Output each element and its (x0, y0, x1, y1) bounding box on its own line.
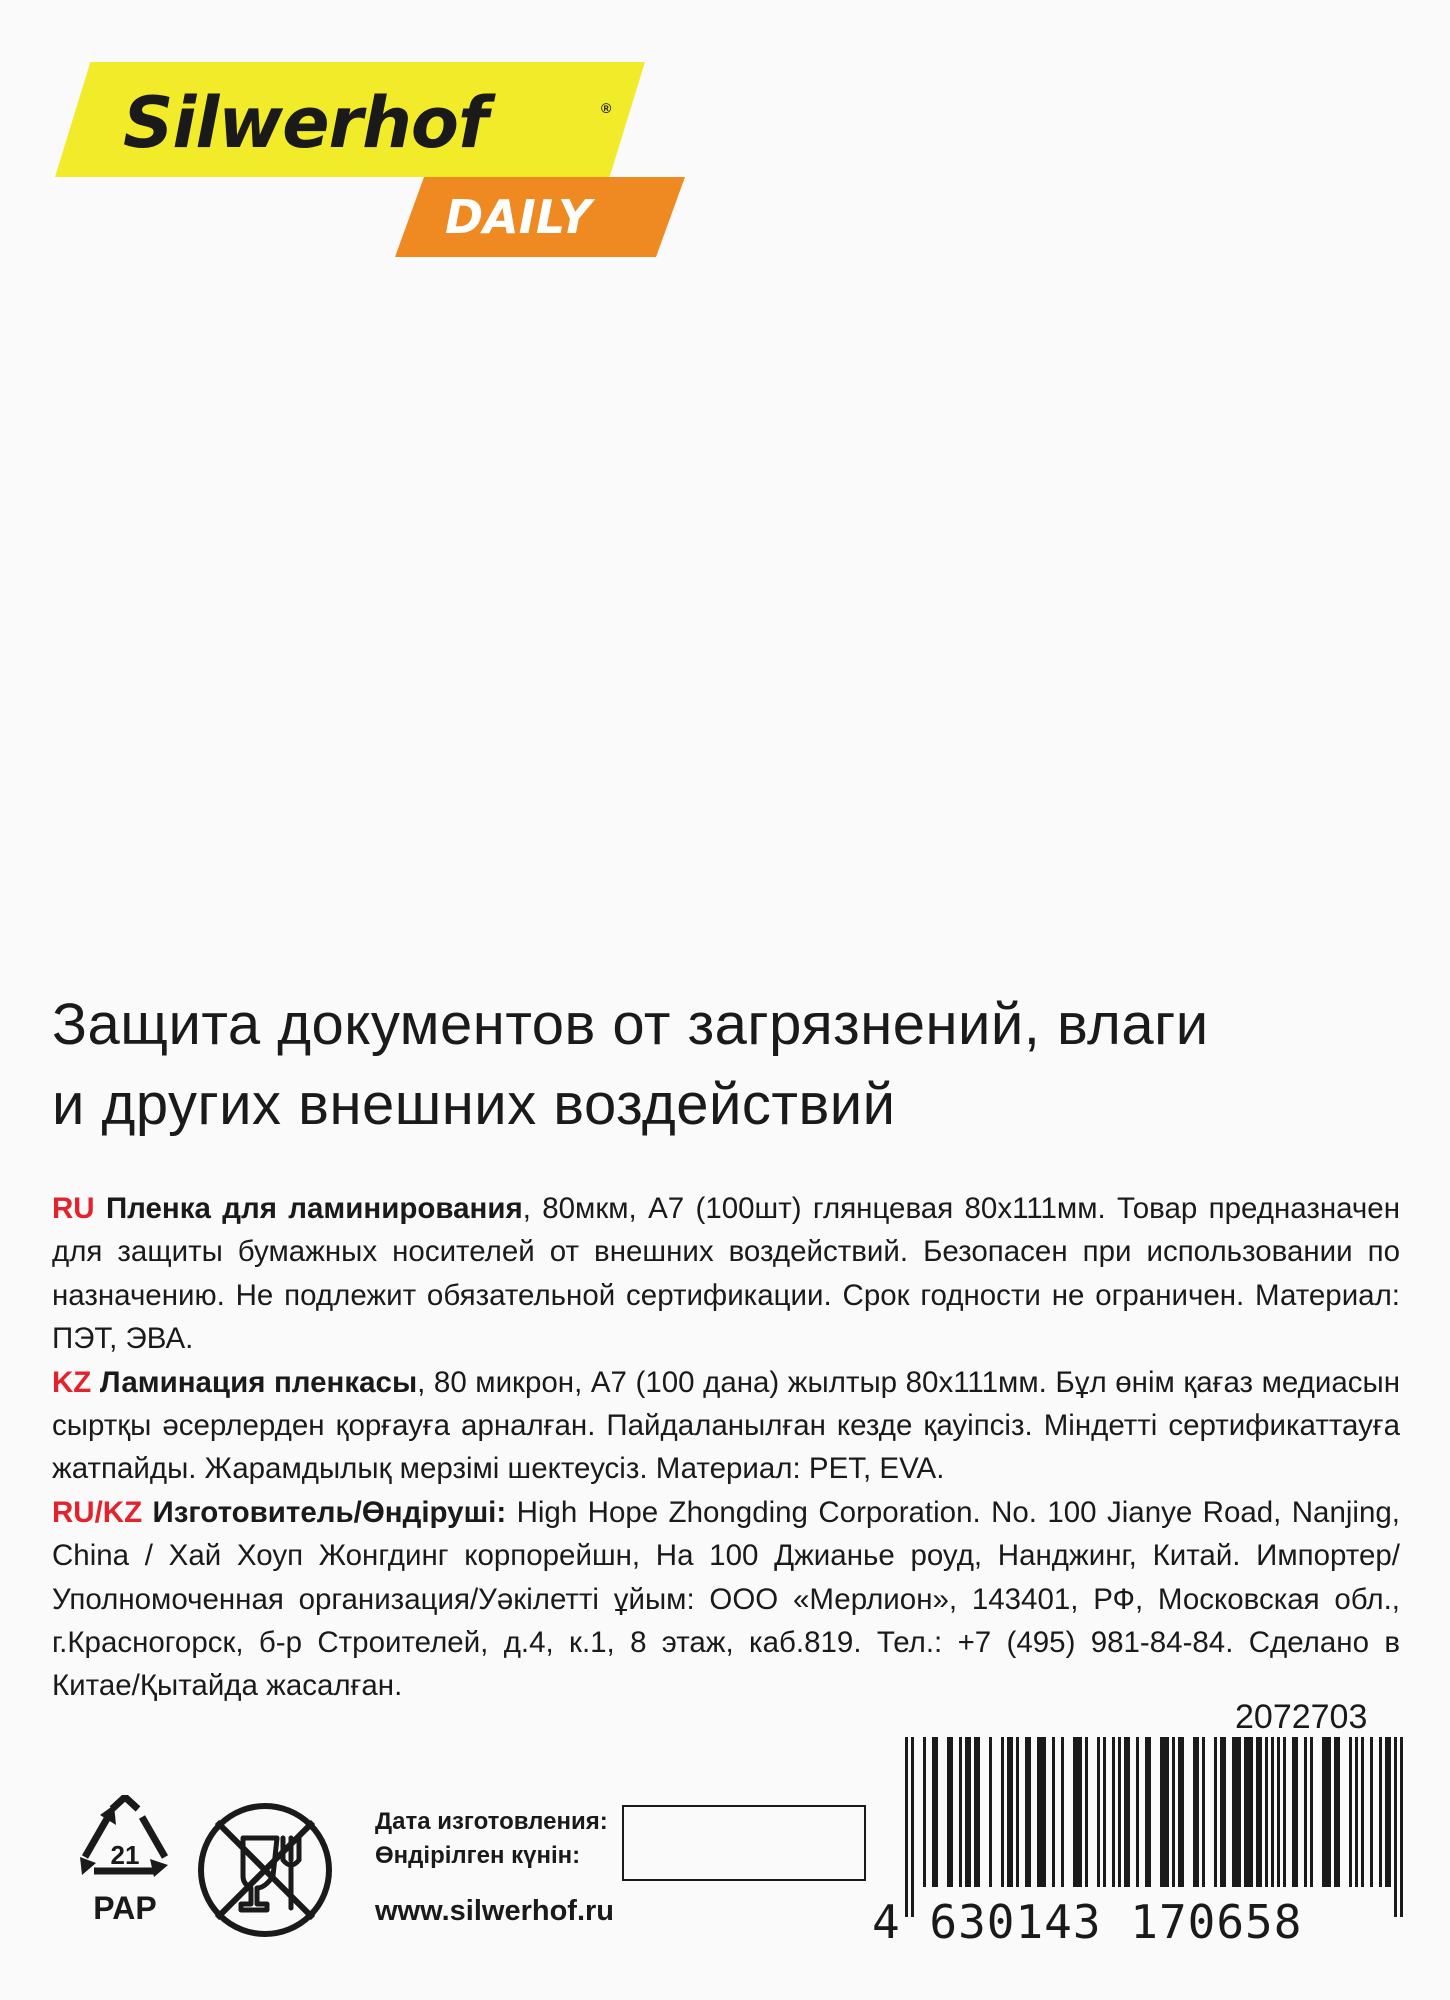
barcode-bar (1322, 1737, 1331, 1887)
barcode-bar (1172, 1737, 1175, 1887)
headline-line-1: Защита документов от загрязнений, влаги (52, 992, 1209, 1057)
barcode-bar (1232, 1737, 1241, 1887)
barcode-bar (1283, 1737, 1286, 1887)
recycle-icon (70, 1795, 180, 1925)
date-label-ru: Дата изготовления: (375, 1808, 608, 1835)
barcode-bar (1073, 1737, 1082, 1887)
maker-text: High Hope Zhongding Corporation. No. 100 Jianye Road, Nanjing, China / Хай Хоуп Жонгдинг корпорейшн, На 100 Джианье роуд, Нанджинг, Китай. Импортер/Уполномоченная организация/Уәкілетті ұйым: ООО «Мерлион», 143401, РФ, Московская обл., г.Красногорск, б-р Строителей, д.4, к.1, 8 этаж, каб.819. Тел.: +7 (495) 981-84-84. Сделано в Китае/Қытайда жасалған. (52, 1495, 1400, 1703)
barcode-bar (1214, 1737, 1217, 1887)
registered-mark: ® (601, 100, 612, 116)
not-for-food-icon (195, 1800, 335, 1940)
barcode-bar (1379, 1737, 1382, 1887)
barcode-bar (905, 1737, 908, 1917)
barcode-bar (1310, 1737, 1313, 1887)
barcode-bar (1118, 1737, 1121, 1887)
date-label-kz: Өндірілген күнін: (375, 1842, 581, 1869)
lang-tag-kz: KZ (52, 1365, 92, 1399)
barcode-digits: 4 630143 170658 (872, 1895, 1303, 1949)
website-url: www.silwerhof.ru (375, 1895, 615, 1927)
kz-product-name: Ламинация пленкасы (99, 1365, 418, 1399)
barcode-bar (947, 1737, 953, 1887)
barcode-bar (1370, 1737, 1373, 1887)
barcode-bar (1202, 1737, 1205, 1887)
kz-paragraph (52, 1361, 1400, 1491)
headline-line-2: и других внешних воздействий (52, 1072, 896, 1137)
recycle-label: PAP (93, 1890, 157, 1926)
barcode-bar (989, 1737, 992, 1887)
barcode-bar (1160, 1737, 1169, 1887)
barcode-bar (1085, 1737, 1088, 1887)
lang-tag-ru: RU (52, 1192, 95, 1225)
barcode-bar (1349, 1737, 1352, 1887)
maker-label: Изготовитель/Өндіруші: (152, 1495, 507, 1529)
barcode-bar (1400, 1737, 1403, 1917)
barcode-bar (1304, 1737, 1307, 1887)
barcode-bar (1001, 1737, 1004, 1887)
ru-product-name: Пленка для ламинирования (105, 1192, 523, 1225)
barcode-bar (1277, 1737, 1280, 1887)
manufacture-date-box (622, 1805, 866, 1881)
logo-daily-label: DAILY (445, 190, 592, 244)
barcode-bar (1136, 1737, 1139, 1887)
barcode-bar (1265, 1737, 1268, 1887)
barcode-bar (911, 1737, 914, 1917)
barcode-bar (1193, 1737, 1199, 1887)
maker-paragraph (52, 1491, 1400, 1708)
logo-brand-name: Silwerhof (123, 82, 488, 164)
barcode-bar (1394, 1737, 1397, 1917)
barcode-bar (923, 1737, 926, 1887)
barcode-bar (1178, 1737, 1184, 1887)
barcode-bar (1037, 1737, 1046, 1887)
barcode (905, 1737, 1405, 1917)
headline (52, 985, 1412, 1145)
barcode-bar (1052, 1737, 1055, 1887)
barcode-bar (959, 1737, 962, 1887)
barcode-bar (1016, 1737, 1019, 1887)
barcode-bar (965, 1737, 971, 1887)
barcode-bar (1103, 1737, 1106, 1887)
barcode-bar (974, 1737, 980, 1887)
barcode-bar (1025, 1737, 1031, 1887)
recycle-code: 21 (110, 1840, 140, 1870)
barcode-bar (1007, 1737, 1013, 1887)
barcode-bar (1355, 1737, 1358, 1887)
kz-text: , 80 микрон, А7 (100 дана) жылтыр 80х111мм. Бұл өнім қағаз медиасын сыртқы әсерлерден қорғауға арналған. Пайдаланылған кезде қауіпсіз. Міндетті сертификаттауға жатпайды. Жарамдылық мерзімі шектеусіз. Материал: PET, EVA. (52, 1365, 1400, 1486)
barcode-bar (1256, 1737, 1262, 1887)
barcode-bar (1292, 1737, 1298, 1887)
lang-tag-ru-kz: RU/KZ (52, 1495, 143, 1529)
product-description (52, 1187, 1400, 1708)
barcode-bar (1061, 1737, 1064, 1887)
barcode-bar (1271, 1737, 1274, 1887)
article-number: 2072703 (1235, 1698, 1368, 1736)
ru-text: , 80мкм, А7 (100шт) глянцевая 80х111мм. Товар предназначен для защиты бумажных носителей от внешних воздействий. Безопасен при использовании по назначению. Не подлежит обязательной сертификации. Срок годности не ограничен. Материал: ПЭТ, ЭВА. (52, 1192, 1400, 1356)
barcode-bar (932, 1737, 938, 1887)
barcode-bar (1097, 1737, 1100, 1887)
barcode-bar (1385, 1737, 1391, 1887)
barcode-bar (1145, 1737, 1151, 1887)
barcode-bar (1244, 1737, 1253, 1887)
barcode-bar (1361, 1737, 1364, 1887)
manufacture-date-label (375, 1805, 608, 1873)
barcode-bar (1334, 1737, 1340, 1887)
barcode-bar (1220, 1737, 1226, 1887)
barcode-bar (1124, 1737, 1130, 1887)
silwerhof-daily-logo (55, 62, 645, 262)
barcode-bar (1112, 1737, 1115, 1887)
ru-paragraph (52, 1187, 1400, 1361)
